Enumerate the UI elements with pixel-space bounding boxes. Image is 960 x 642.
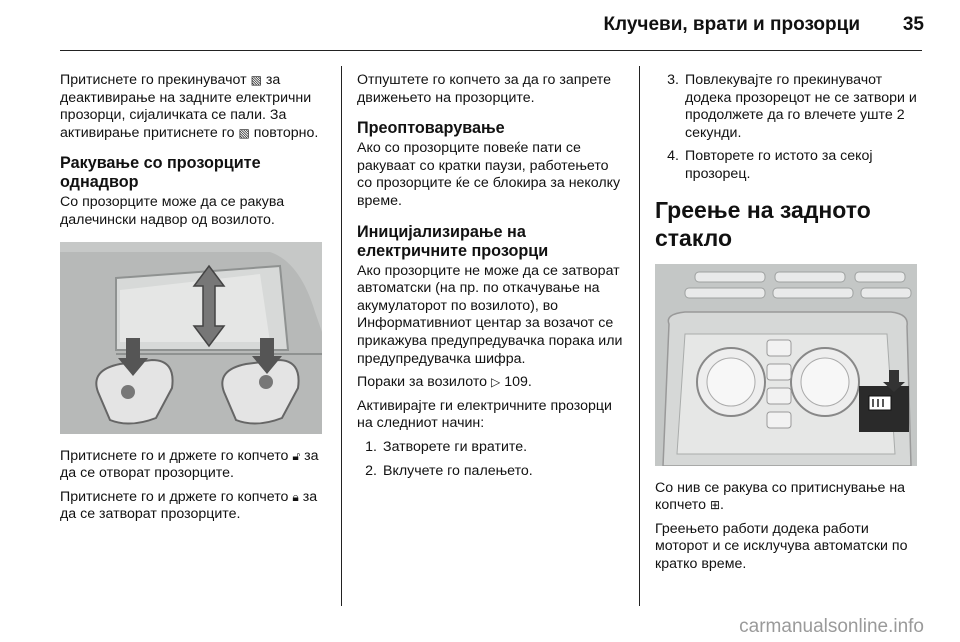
- paragraph-close-windows: Притиснете го и држете го копчето 🔒︎ за да се затворат прозорците.: [60, 488, 318, 523]
- paragraph-remote-operation: Со прозорците може да се ракува далечински надвор од возилото.: [60, 194, 285, 228]
- figure-climate-panel: [655, 264, 917, 466]
- rear-defrost-icon: ⊞: [709, 498, 720, 513]
- heading-remote-operation: Ракување со прозорците однадвор: [60, 154, 261, 192]
- paragraph-heated-operation: Греењето работи додека работи моторот и се исклучува автоматски по кратко време.: [655, 520, 908, 572]
- rear-window-lock-icon: ▧: [238, 125, 250, 140]
- page-number: 35: [902, 14, 924, 35]
- figure-key-remote: [60, 242, 322, 434]
- heading-initialization: Иницијализирање на електричните прозорци: [357, 222, 549, 260]
- paragraph-release: Отпуштете го копчето за да го запрете движењето на прозорците.: [357, 72, 611, 106]
- column-3: [655, 72, 925, 580]
- heading-overload: Преоптоварување: [357, 119, 505, 138]
- fan-knob: [791, 348, 859, 416]
- rear-window-lock-icon: ▧: [250, 73, 262, 87]
- list-item: 1. Затворете ги вратите.: [365, 438, 528, 455]
- climate-panel-illustration: [655, 264, 917, 466]
- page-reference-icon: ▷: [491, 375, 501, 390]
- paragraph-child-lock: Притиснете го прекинувачот ▧ за деактивирање на задните електрични прозорци, сијаличката се пали. За активирање притиснете го ▧ повторно.: [60, 72, 319, 141]
- paragraph-vehicle-messages: Пораки за возилото ▷ 109.: [357, 374, 532, 391]
- watermark: carmanualsonline.info: [739, 616, 924, 637]
- lock-icon: 🔒︎: [292, 489, 299, 504]
- column-divider-right: [639, 66, 640, 606]
- paragraph-heated-button: Со нив се ракува со притиснување на копчето ⊞.: [655, 479, 906, 514]
- list-item: 4. Повторете го истото за секој прозорец.: [667, 148, 873, 182]
- paragraph-initialization: Ако прозорците не може да се затворат автоматски (на пр. по откачување на акумулаторот по возилото), во Информативниот центар за возачот се прикажува предупредувачка порака или предупредувачка шифра.: [357, 262, 623, 367]
- unlock-icon: 🔓︎: [292, 448, 301, 463]
- heading-heated-rear-window: Греење на задното стакло: [655, 196, 871, 251]
- column-divider-left: [341, 66, 342, 606]
- paragraph-open-windows: Притиснете го и држете го копчето 🔓︎ за да се отворат прозорците.: [60, 447, 319, 482]
- steps-list-first: [357, 439, 625, 480]
- list-item: 3. Повлекувајте го прекинувачот додека прозорецот не се затвори и продолжете да го влечете уште 2 секунди.: [667, 72, 917, 141]
- page-reference-link[interactable]: 109.: [504, 374, 532, 391]
- header-rule: [60, 50, 922, 51]
- column-1: [60, 72, 326, 530]
- list-item: 2. Вклучете го палењето.: [365, 462, 533, 479]
- temperature-knob: [697, 348, 765, 416]
- steps-list-second: [655, 72, 925, 184]
- key-remote-illustration: [60, 242, 322, 434]
- header-title: Клучеви, врати и прозорци: [603, 14, 860, 35]
- column-2: [357, 72, 625, 486]
- paragraph-overload: Ако со прозорците повеќе пати се ракуваат со кратки паузи, работењето со прозорците ќе се блокира за неколку време.: [357, 140, 621, 209]
- paragraph-activate: Активирајте ги електричните прозорци на следниот начин:: [357, 397, 612, 432]
